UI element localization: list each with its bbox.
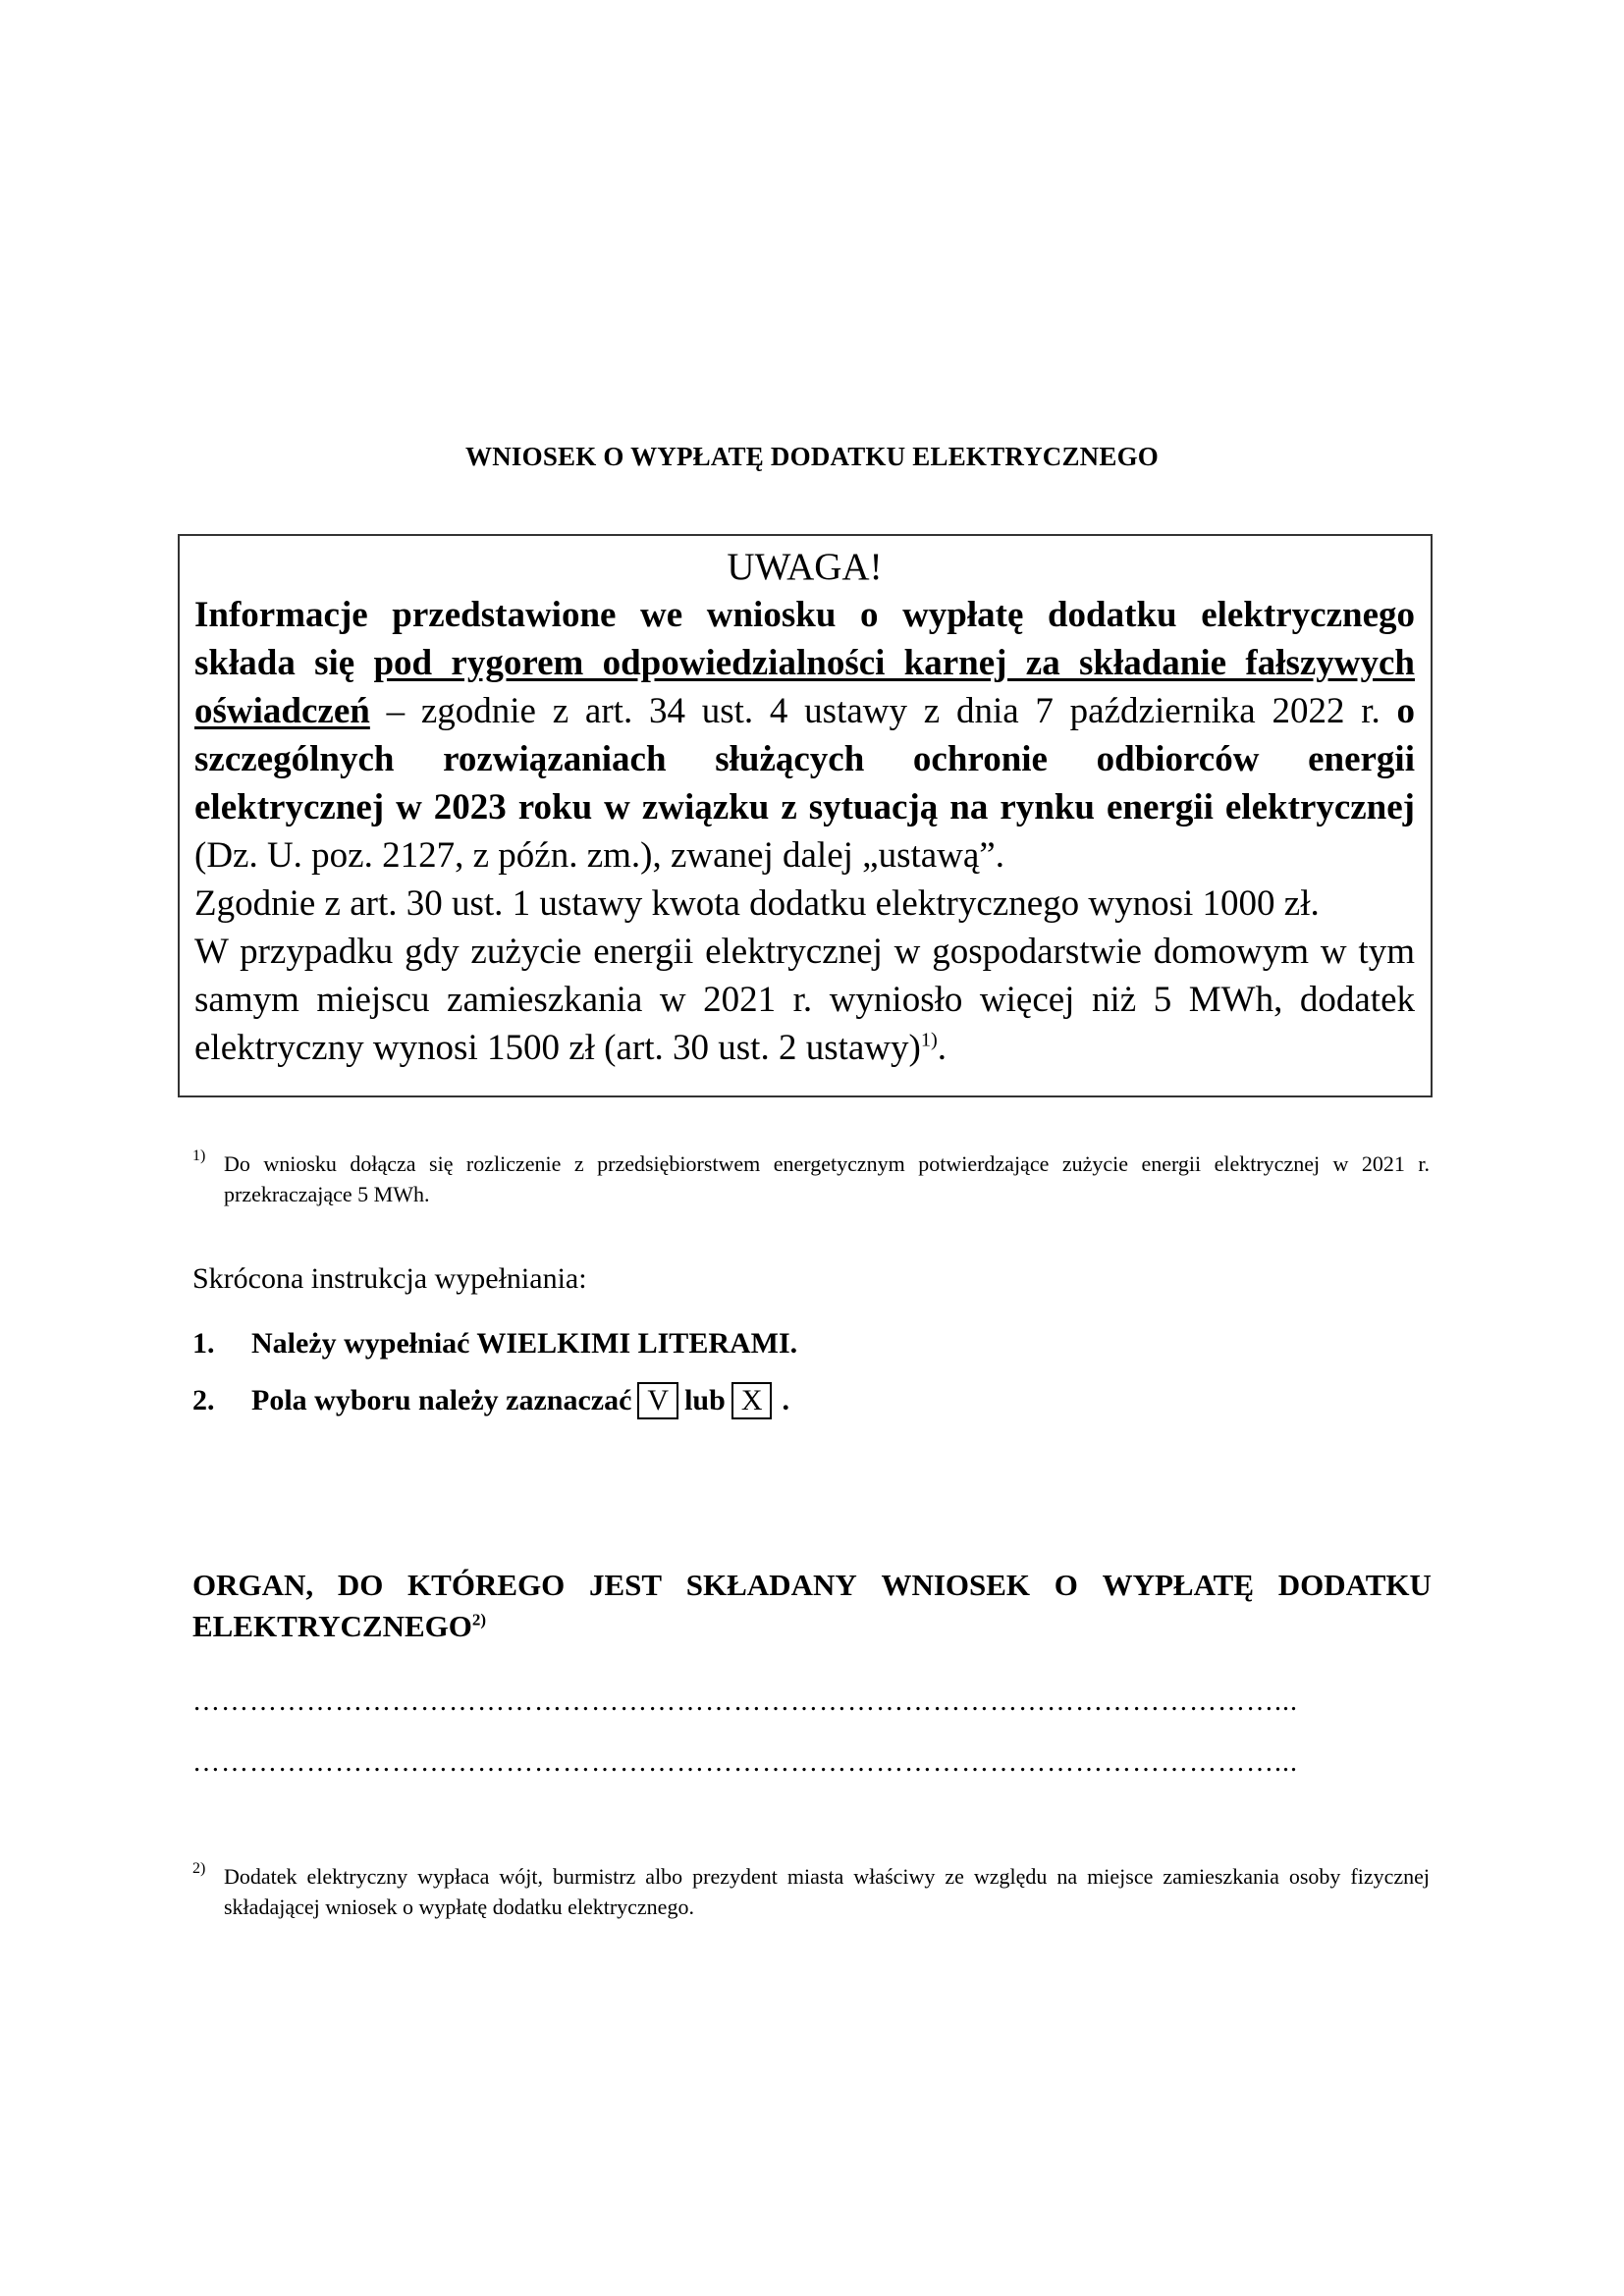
notice-bold-intro: Informacje przedstawione we wniosku o wypłatę dodatku elektrycznego składa się (194, 595, 1415, 683)
organ-heading-word: JEST (588, 1568, 663, 1602)
notice-paragraph-amount: Zgodnie z art. 30 ust. 1 ustawy kwota dodatku elektrycznego wynosi 1000 zł. (194, 883, 1320, 924)
footnote-1-text: Do wniosku dołącza się rozliczenie z przedsiębiorstwem energetycznym potwierdzające zużycie energii elektrycznej w 2021 r. przekraczające 5 MWh. (224, 1151, 1430, 1206)
footnote-ref-2: 2) (471, 1610, 487, 1629)
notice-paragraph-legal (194, 591, 1415, 880)
instruction-number-2: 2. (192, 1384, 215, 1416)
notice-act-title: o szczególnych rozwiązaniach służących ochronie odbiorców energii elektrycznej w 2023 roku w związku z sytuacją na rynku energii elektrycznej (194, 691, 1415, 828)
notice-penalty-clause: pod rygorem odpowiedzialności karnej za składanie fałszywych oświadczeń (194, 643, 1415, 731)
organ-name-field-line-2[interactable]: ……………………………………………………………………………………………………... (192, 1747, 1298, 1778)
instruction-item-1 (192, 1315, 1272, 1372)
notice-paragraph-higher-amount (194, 928, 1415, 1072)
footnote-2-mark: 2) (192, 1860, 206, 1877)
footnote-1 (192, 1148, 1430, 1209)
footnote-ref-1: 1) (920, 1029, 938, 1051)
instruction-text-or: lub (684, 1384, 726, 1416)
organ-heading-word: KTÓREGO (407, 1568, 566, 1602)
organ-heading-word: WYPŁATĘ (1102, 1568, 1255, 1602)
footnote-2 (192, 1861, 1430, 1922)
notice-act-citation: (Dz. U. poz. 2127, z późn. zm.), zwanej dalej „ustawą”. (194, 835, 1004, 876)
instruction-period: . (782, 1384, 789, 1416)
notice-art-reference: – zgodnie z art. 34 ust. 4 ustawy z dnia 7 października 2022 r. (369, 691, 1397, 731)
organ-heading-line-1 (192, 1565, 1432, 1606)
instructions-heading: Skrócona instrukcja wypełniania: (192, 1262, 587, 1295)
notice-heading: UWAGA! (727, 546, 883, 588)
notice-period: . (937, 1028, 947, 1068)
example-checkbox-v: V (637, 1382, 678, 1419)
footnote-2-text: Dodatek elektryczny wypłaca wójt, burmistrz albo prezydent miasta właściwy ze względu na miejsce zamieszkania osoby fizycznej składającej wniosek o wypłatę dodatku elektrycznego. (224, 1864, 1430, 1919)
organ-heading-line-2 (192, 1606, 1432, 1647)
organ-heading-word: ORGAN, (192, 1568, 314, 1602)
organ-heading-word: WNIOSEK (881, 1568, 1031, 1602)
warning-notice-box (178, 534, 1433, 1097)
instruction-number-1: 1. (192, 1327, 215, 1360)
notice-text (194, 591, 1415, 1072)
instruction-text-1: Należy wypełniać WIELKIMI LITERAMI. (251, 1327, 798, 1360)
organ-heading-last-word: ELEKTRYCZNEGO (192, 1609, 472, 1643)
example-checkbox-x: X (731, 1382, 773, 1419)
organ-heading-word: O (1054, 1568, 1078, 1602)
instruction-text-2: Pola wyboru należy zaznaczać (251, 1384, 632, 1416)
organ-heading-word: DO (337, 1568, 384, 1602)
footnote-1-mark: 1) (192, 1148, 206, 1164)
instructions-list (192, 1315, 1272, 1429)
organ-name-field-line-1[interactable]: ……………………………………………………………………………………………………... (192, 1686, 1298, 1717)
instruction-item-2 (192, 1372, 1272, 1429)
organ-section-heading (192, 1565, 1432, 1647)
notice-higher-amount-text: W przypadku gdy zużycie energii elektrycznej w gospodarstwie domowym w tym samym miejscu zamieszkania w 2021 r. wyniosło więcej niż 5 MWh, dodatek elektryczny wynosi 1500 zł (art. 30 ust. 2 ustawy) (194, 932, 1415, 1068)
document-title: WNIOSEK O WYPŁATĘ DODATKU ELEKTRYCZNEGO (465, 442, 1159, 471)
organ-heading-word: DODATKU (1277, 1568, 1432, 1602)
organ-heading-word: SKŁADANY (685, 1568, 857, 1602)
